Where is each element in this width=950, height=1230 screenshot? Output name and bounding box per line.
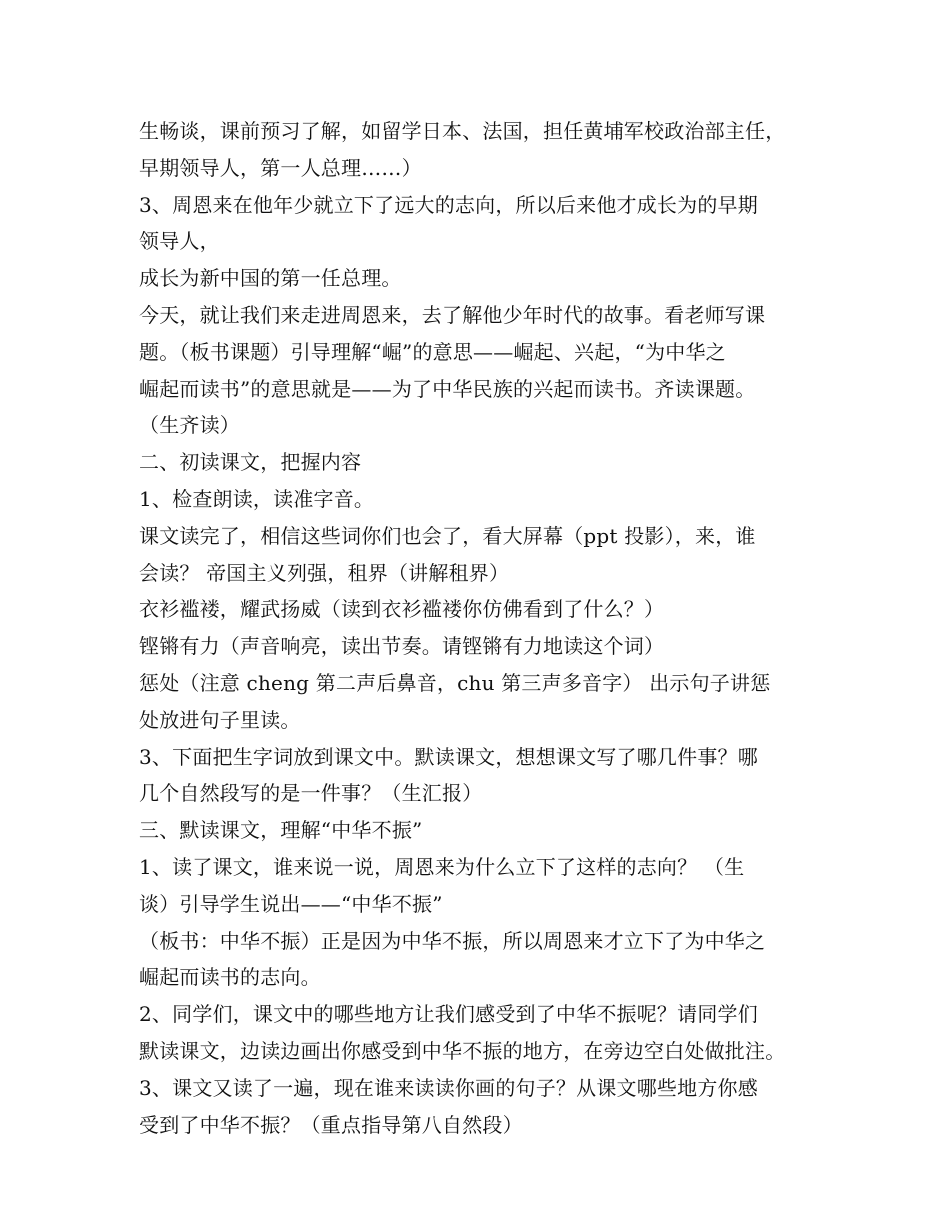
text-line: 处放进句子里读。: [139, 707, 301, 732]
text-line: 成长为新中国的第一任总理。: [139, 266, 402, 291]
text-line: 几个自然段写的是一件事？（生汇报）: [139, 781, 483, 806]
text-line: 1、读了课文，谁来说一说，周恩来为什么立下了这样的志向？ （生: [139, 854, 745, 879]
text-line: 3、周恩来在他年少就立下了远大的志向，所以后来他才成长为的早期: [139, 192, 758, 217]
text-line: 今天，就让我们来走进周恩来，去了解他少年时代的故事。看老师写课: [139, 302, 766, 327]
text-line: （板书：中华不振）正是因为中华不振，所以周恩来才立下了为中华之: [139, 928, 766, 953]
document-body: [139, 113, 829, 1143]
text-line: 默读课文，边读边画出你感受到中华不振的地方，在旁边空白处做批注。: [139, 1038, 786, 1063]
text-line: （生齐读）: [139, 413, 240, 438]
text-line: 崛起而读书的志向。: [139, 965, 321, 990]
text-line: 受到了中华不振？（重点指导第八自然段）: [139, 1112, 523, 1137]
text-line: 课文读完了，相信这些词你们也会了，看大屏幕（ppt 投影），来，谁: [139, 523, 756, 548]
text-line: 题。（板书课题）引导理解“崛”的意思——崛起、兴起，“为中华之: [139, 339, 726, 364]
text-line: 3、课文又读了一遍，现在谁来读读你画的句子？从课文哪些地方你感: [139, 1075, 758, 1100]
section-heading: 三、默读课文，理解“中华不振”: [139, 818, 423, 843]
text-line: 铿锵有力（声音响亮，读出节奏。请铿锵有力地读这个词）: [139, 634, 665, 659]
text-line: 崛起而读书”的意思就是——为了中华民族的兴起而读书。齐读课题。: [139, 376, 756, 401]
text-line: 3、下面把生字词放到课文中。默读课文，想想课文写了哪几件事？哪: [139, 744, 758, 769]
text-line: 惩处（注意 cheng 第二声后鼻音，chu 第三声多音字） 出示句子讲惩: [139, 670, 771, 695]
text-line: 2、同学们，课文中的哪些地方让我们感受到了中华不振呢？请同学们: [139, 1002, 758, 1027]
text-line: 领导人，: [139, 229, 220, 254]
text-line: 衣衫褴褛，耀武扬威（读到衣衫褴褛你仿佛看到了什么？）: [139, 597, 665, 622]
text-line: 谈）引导学生说出——“中华不振”: [139, 891, 443, 916]
text-line: 生畅谈，课前预习了解，如留学日本、法国，担任黄埔军校政治部主任，: [139, 119, 786, 143]
section-heading: 二、初读课文，把握内容: [139, 450, 362, 475]
text-line: 早期领导人，第一人总理……）: [139, 155, 422, 180]
text-line: 1、检查朗读，读准字音。: [139, 486, 375, 511]
text-line: 会读？ 帝国主义列强，租界（讲解租界）: [139, 560, 510, 585]
